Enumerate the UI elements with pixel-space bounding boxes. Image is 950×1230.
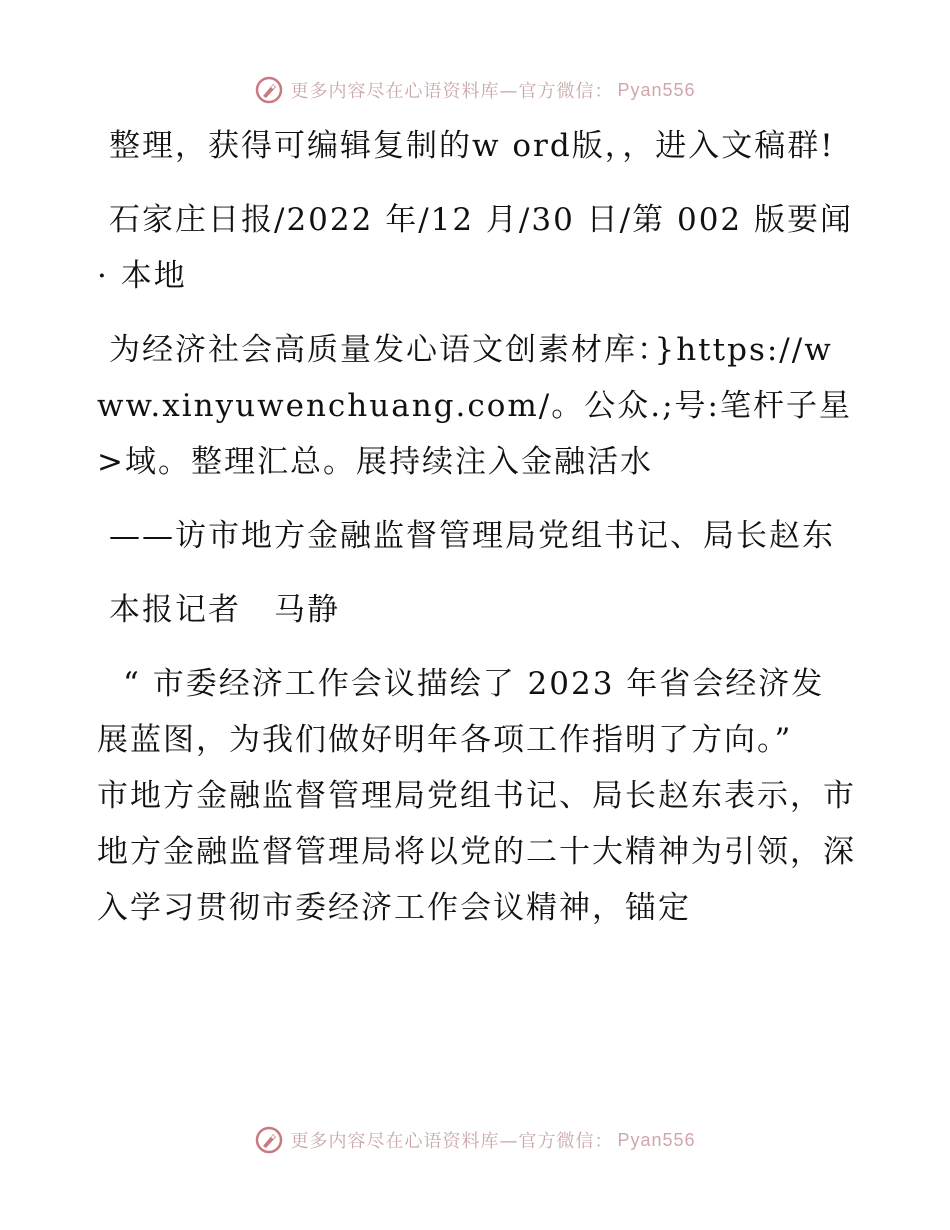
paragraph-byline: 本报记者 马静 xyxy=(109,592,340,628)
watermark-text: 更多内容尽在心语资料库—官方微信： xyxy=(290,81,614,102)
pen-nib-circle-icon xyxy=(254,1125,284,1155)
pen-nib-circle-icon xyxy=(254,75,284,105)
paragraph-body: “ 市委经济工作会议描绘了 2023 年省会经济发展蓝图，为我们做好明年各项工作指明了方向。” 市地方金融监督管理局党组书记、局长赵东表示，市地方金融监督管理局将以党的二十大精神为引领，深入学习贯彻市委经济工作会议精神，锚定 xyxy=(97,666,856,926)
document-body xyxy=(97,118,857,954)
watermark-wechat-id: Pyan556 xyxy=(617,79,696,100)
watermark-text: 更多内容尽在心语资料库—官方微信： xyxy=(290,1131,614,1152)
paragraph-subtitle: ——访市地方金融监督管理局党组书记、局长赵东 xyxy=(109,518,835,554)
paragraph-source: 石家庄日报/2022 年/12 月/30 日/第 002 版要闻· 本地 xyxy=(97,202,854,294)
paragraph-headline: 为经济社会高质量发心语文创素材库：}https://www.xinyuwenchuang.com/。公众.;号:笔杆子星>域。整理汇总。展持续注入金融活水 xyxy=(97,332,852,480)
watermark-footer xyxy=(0,1120,950,1160)
watermark-wechat-id: Pyan556 xyxy=(617,1129,696,1150)
watermark-header xyxy=(0,70,950,110)
paragraph-intro: 整理，获得可编辑复制的w ord版，，进入文稿群! xyxy=(109,128,835,164)
